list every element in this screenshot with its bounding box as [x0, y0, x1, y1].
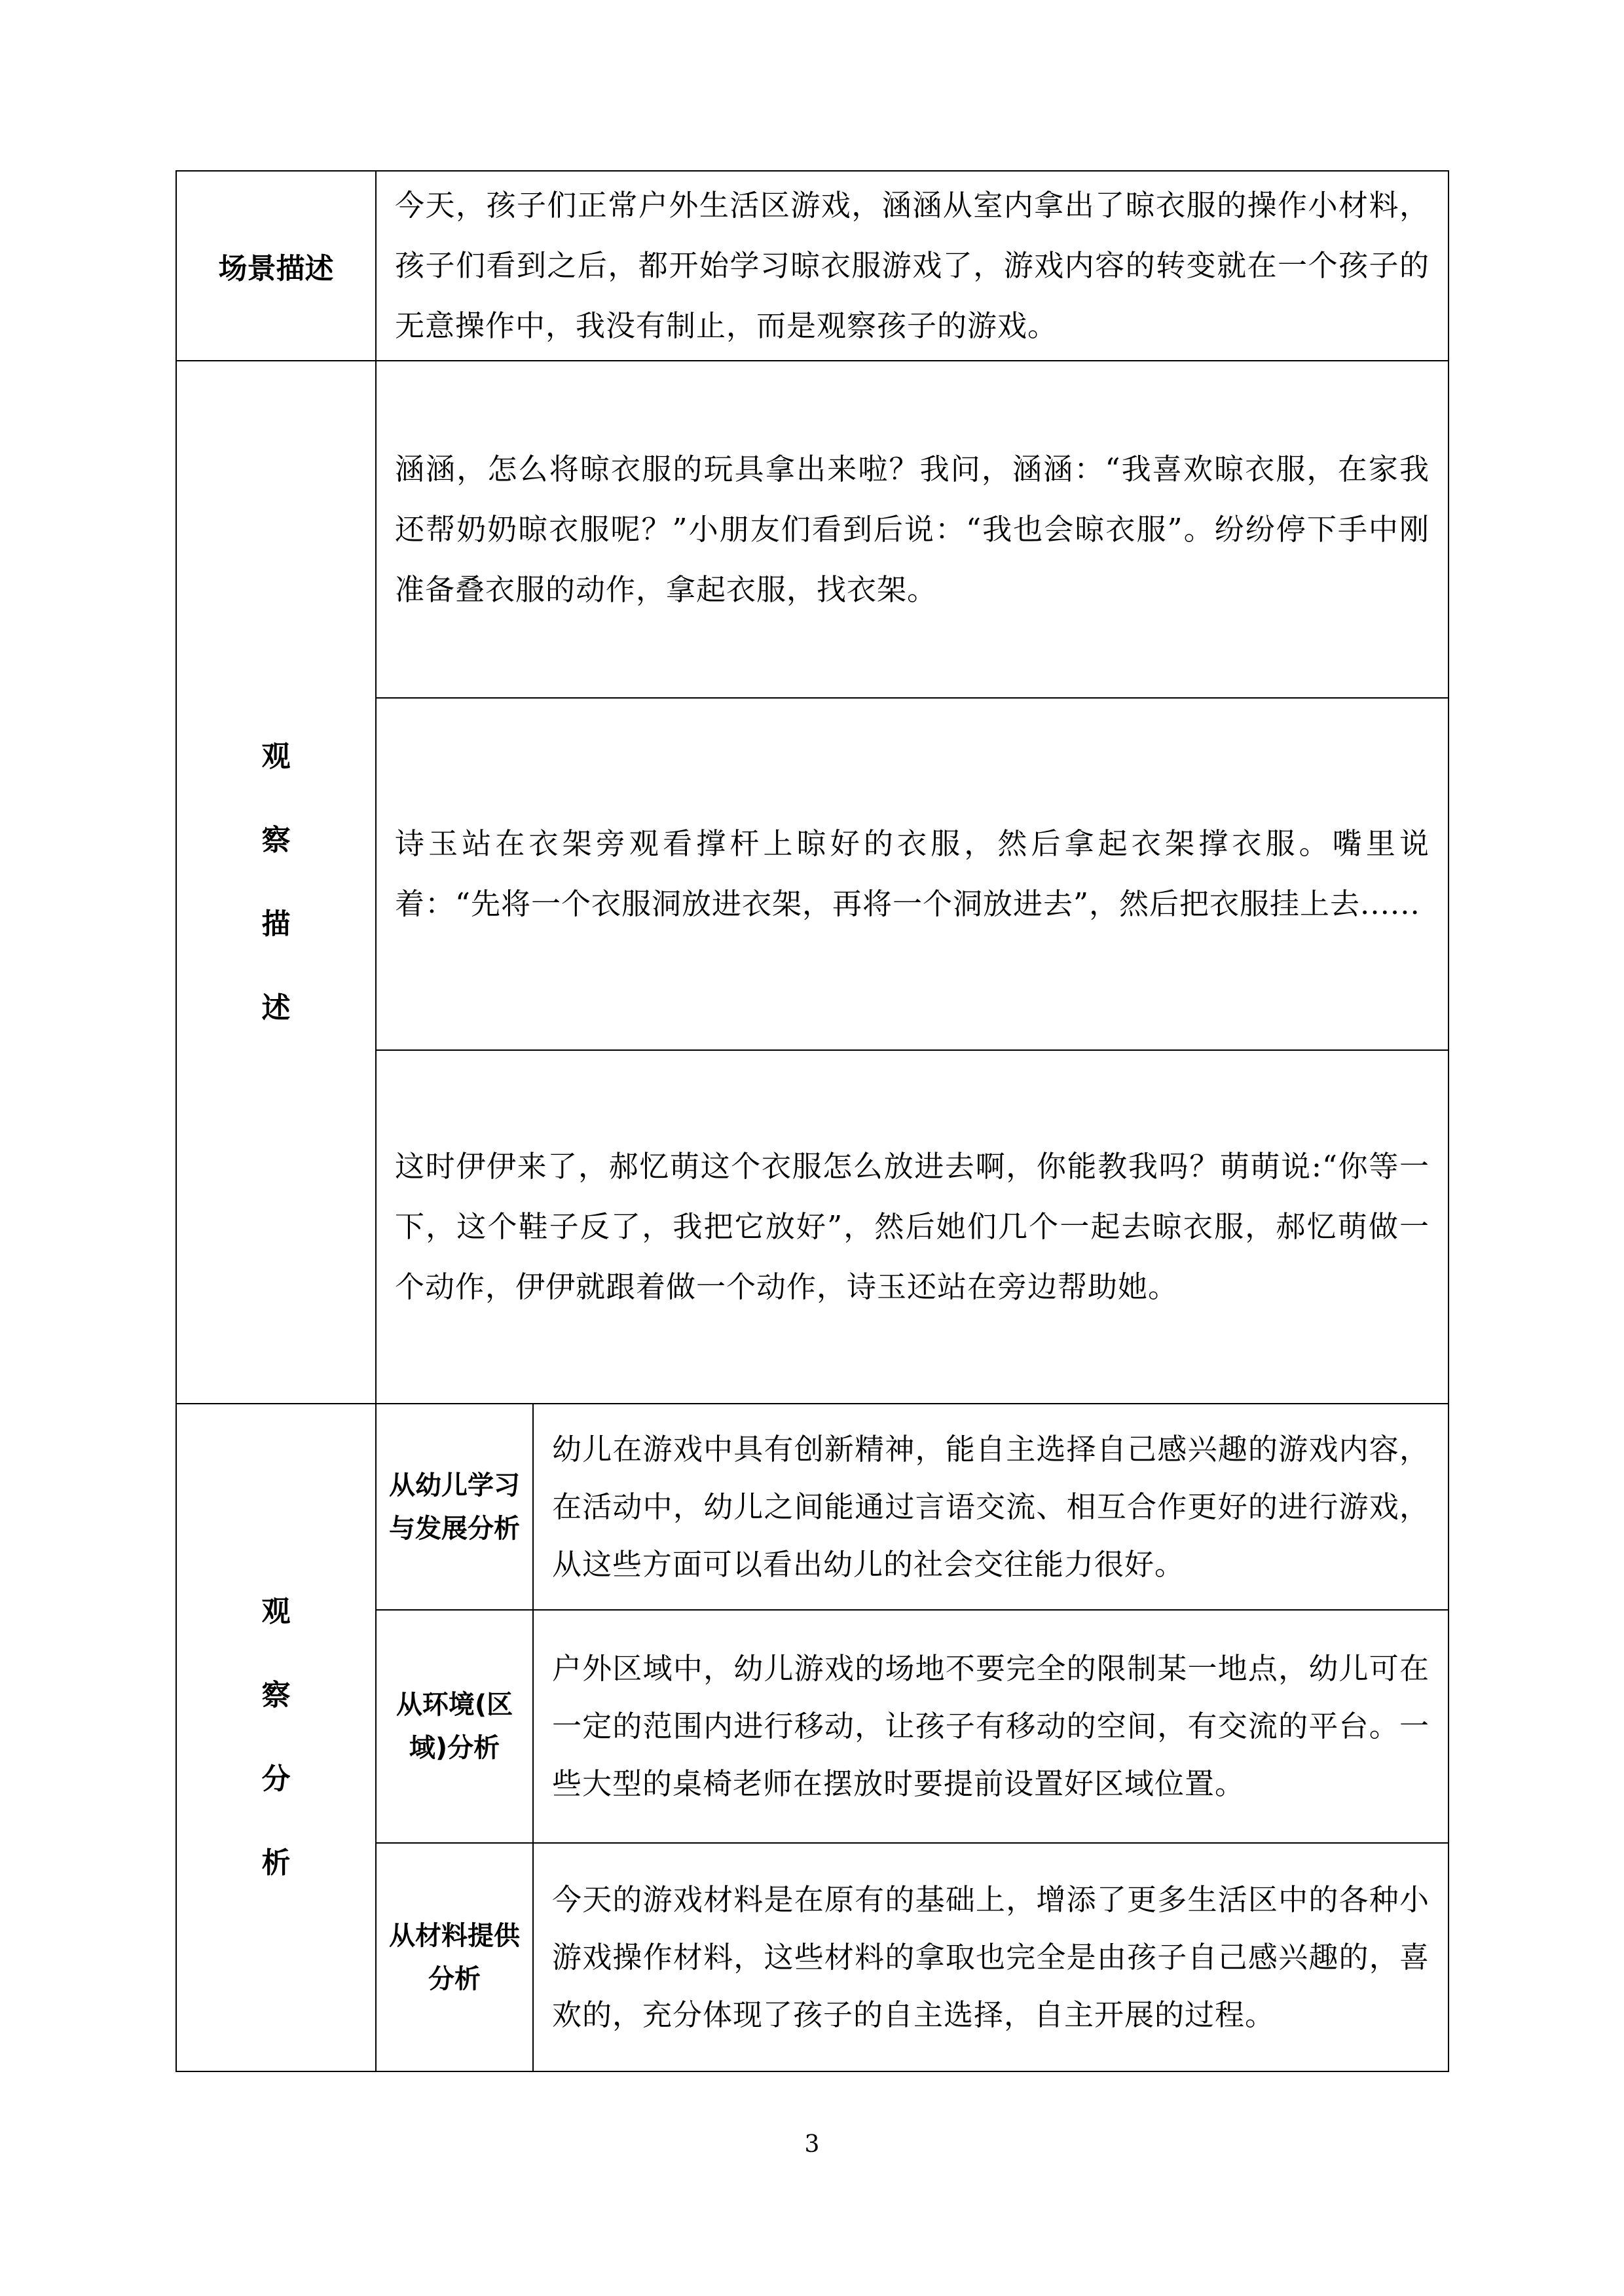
observation-paragraph: 涵涵，怎么将晾衣服的玩具拿出来啦？我问，涵涵：“我喜欢晾衣服，在家我还帮奶奶晾衣服呢？”小朋友们看到后说：“我也会晾衣服”。纷纷停下手中刚准备叠衣服的动作，拿起衣服，找衣架。	[395, 451, 1430, 607]
analysis-paragraph: 今天的游戏材料是在原有的基础上，增添了更多生活区中的各种小游戏操作材料，这些材料的拿取也完全是由孩子自己感兴趣的，喜欢的，充分体现了孩子的自主选择，自主开展的过程。	[552, 1882, 1430, 2032]
scene-label: 场景描述	[218, 252, 334, 285]
page-number: 3	[804, 2131, 820, 2158]
analysis-label-char: 察	[261, 1679, 291, 1712]
analysis-text-environment	[552, 1611, 1430, 1842]
column-divider-analysis	[532, 1404, 534, 2071]
analysis-sublabel-environment: 从环境(区域)分析	[396, 1690, 513, 1763]
analysis-paragraph: 户外区域中，幼儿游戏的场地不要完全的限制某一地点，幼儿可在一定的范围内进行移动，让孩子有移动的空间，有交流的平台。一些大型的桌椅老师在摆放时要提前设置好区域位置。	[552, 1651, 1430, 1801]
observation-paragraph: 诗玉站在衣架旁观看撑杆上晾好的衣服，然后拿起衣架撑衣服。嘴里说着：“先将一个衣服洞放进衣架，再将一个洞放进去”，然后把衣服挂上去......	[395, 826, 1430, 921]
analysis-paragraph: 幼儿在游戏中具有创新精神，能自主选择自己感兴趣的游戏内容，在活动中，幼儿之间能通过言语交流、相互合作更好的进行游戏，从这些方面可以看出幼儿的社会交往能力很好。	[552, 1431, 1430, 1582]
observation-entry-2	[395, 699, 1430, 1049]
analysis-label-char: 分	[261, 1762, 291, 1796]
analysis-text-development	[552, 1404, 1430, 1609]
scene-text	[395, 172, 1430, 360]
observation-label-char: 描	[261, 907, 291, 941]
analysis-text-materials	[552, 1844, 1430, 2071]
analysis-label	[177, 1404, 375, 2071]
scene-paragraph: 今天，孩子们正常户外生活区游戏，涵涵从室内拿出了晾衣服的操作小材料，孩子们看到之后，都开始学习晾衣服游戏了，游戏内容的转变就在一个孩子的无意操作中，我没有制止，而是观察孩子的游戏。	[395, 188, 1430, 343]
observation-paragraph: 这时伊伊来了，郝忆萌这个衣服怎么放进去啊，你能教我吗？萌萌说:“你等一下，这个鞋子反了，我把它放好”，然后她们几个一起去晾衣服，郝忆萌做一个动作，伊伊就跟着做一个动作，诗玉还站在旁边帮助她。	[395, 1149, 1430, 1304]
analysis-label-char: 观	[261, 1595, 291, 1628]
observation-record-table	[175, 170, 1449, 2072]
observation-entry-3	[395, 1051, 1430, 1403]
analysis-sublabel-materials: 从材料提供分析	[389, 1920, 520, 1994]
observation-label-char: 观	[261, 739, 291, 773]
analysis-sublabel-development: 从幼儿学习与发展分析	[389, 1470, 520, 1544]
analysis-label-char: 析	[261, 1846, 291, 1880]
observation-label	[177, 361, 375, 1403]
observation-entry-1	[395, 361, 1430, 697]
observation-label-char: 察	[261, 823, 291, 857]
observation-label-char: 述	[261, 991, 291, 1025]
